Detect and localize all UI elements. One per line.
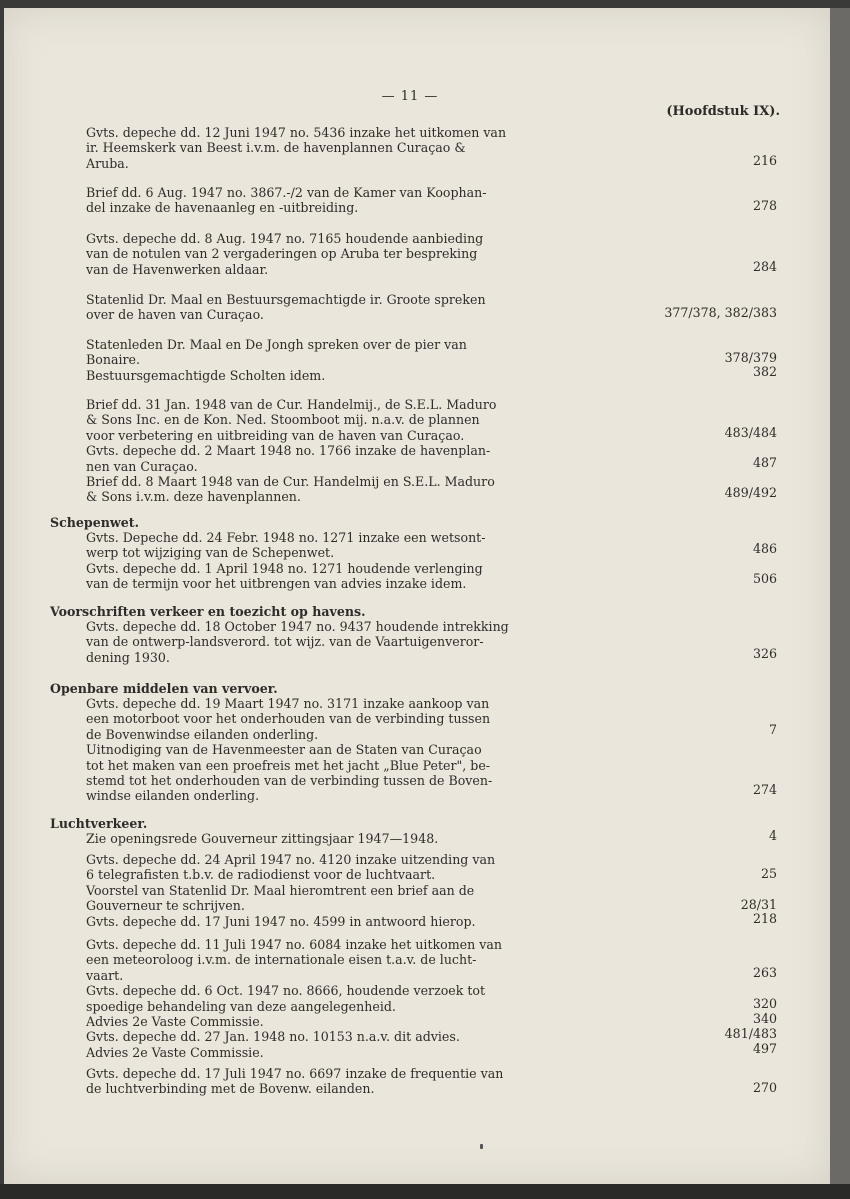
entry-motorboot: Gvts. depeche dd. 19 Maart 1947 no. 3171 inzake aankoop van een motorboot voor het onderhouden van de verbinding tussen de Bovenwindse eilanden onderling. Uitnodiging van de Havenmeester aan de Staten van Curaçao tot het maken van een proefreis met het jacht „Blue Peter", be- stemd tot het onderhouden van de verbinding tussen de Boven- windse eilanden onderling. (86, 696, 493, 804)
page-ref: 284 (752, 259, 777, 274)
entry-pier-bonaire: Statenleden Dr. Maal en De Jongh spreken over de pier van Bonaire. Bestuursgemachtigde Scholten idem. (86, 337, 467, 383)
entry-kamer-van-koophandel: Brief dd. 6 Aug. 1947 no. 3867.-/2 van de Kamer van Koophan- del inzake de havenaanleg en -uitbreiding. (86, 185, 487, 216)
section-schepenwet: Schepenwet. (50, 515, 139, 530)
entry-openingsrede: Zie openingsrede Gouverneur zittingsjaar 1947—1948. (86, 831, 439, 846)
page-ref: 497 (752, 1041, 777, 1056)
page-ref: 320 (752, 996, 777, 1011)
page-ref: 274 (752, 782, 777, 797)
page-ref: 481/483 (724, 1026, 777, 1041)
section-verkeer-havens: Voorschriften verkeer en toezicht op havens. (50, 604, 366, 619)
page-edge-right (830, 8, 850, 1184)
entry-haven-curacao: Statenlid Dr. Maal en Bestuursgemachtigde ir. Groote spreken over de haven van Curaçao. (86, 292, 486, 323)
entry-schepenwet: Gvts. Depeche dd. 24 Febr. 1948 no. 1271 inzake een wetsont- werp tot wijziging van de Schepenwet. Gvts. depeche dd. 1 April 1948 no. 1271 houdende verlenging van de termijn voor het uitbrengen van advies inzake idem. (86, 530, 486, 592)
page-edge-bottom (0, 1184, 850, 1199)
chapter-label: (Hoofdstuk IX). (666, 104, 780, 119)
page-ref: 489/492 (724, 485, 777, 500)
page-ref: 216 (752, 153, 777, 168)
page-ref: 487 (752, 455, 777, 470)
page-number: — 11 — (381, 89, 439, 104)
page-ref: 25 (760, 866, 777, 881)
entry-luchtverbinding: Gvts. depeche dd. 17 Juli 1947 no. 6697 inzake de frequentie van de luchtverbinding met de Bovenw. eilanden. (86, 1066, 504, 1097)
page-ref: 382 (752, 364, 777, 379)
section-luchtverkeer: Luchtverkeer. (50, 816, 148, 831)
page-ref: 7 (768, 722, 777, 737)
paper-mark (480, 1144, 483, 1149)
section-openbare-vervoer: Openbare middelen van vervoer. (50, 681, 278, 696)
entry-vaartuigenverordening: Gvts. depeche dd. 18 October 1947 no. 9437 houdende intrekking van de ontwerp-landsverord. tot wijz. van de Vaartuigenveror- dening 1930. (86, 619, 509, 665)
page-ref: 506 (752, 571, 777, 586)
page-ref: 377/378, 382/383 (664, 305, 777, 320)
page-ref: 326 (752, 646, 777, 661)
entry-havenplannen: Gvts. depeche dd. 12 Juni 1947 no. 5436 inzake het uitkomen van ir. Heemskerk van Beest i.v.m. de havenplannen Curaçao & Aruba. (86, 125, 507, 171)
page-ref: 263 (752, 965, 777, 980)
entry-telegrafisten: Gvts. depeche dd. 24 April 1947 no. 4120 inzake uitzending van 6 telegrafisten t.b.v. de radiodienst voor de luchtvaart. Voorstel van Statenlid Dr. Maal hieromtrent een brief aan de Gouverneur te schrijven. Gvts. depeche dd. 17 Juni 1947 no. 4599 in antwoord hierop. (86, 852, 496, 929)
page-ref: 28/31 (740, 897, 777, 912)
entry-havenwerken-aruba: Gvts. depeche dd. 8 Aug. 1947 no. 7165 houdende aanbieding van de notulen van 2 vergaderingen op Aruba ter bespreking van de Havenwerken aldaar. (86, 231, 484, 277)
entry-meteoroloog: Gvts. depeche dd. 11 Juli 1947 no. 6084 inzake het uitkomen van een meteoroloog i.v.m. de internationale eisen t.a.v. de lucht- vaart. Gvts. depeche dd. 6 Oct. 1947 no. 8666, houdende verzoek tot spoedige behandeling van deze aangelegenheid. Advies 2e Vaste Commissie. Gvts. depeche dd. 27 Jan. 1948 no. 10153 n.a.v. dit advies. Advies 2e Vaste Commissie. (86, 937, 502, 1060)
page-ref: 270 (752, 1080, 777, 1095)
page-ref: 483/484 (724, 425, 777, 440)
page-ref: 4 (768, 828, 777, 843)
page-ref: 378/379 (724, 350, 777, 365)
page-ref: 340 (752, 1011, 777, 1026)
page-ref: 486 (752, 541, 777, 556)
page-ref: 278 (752, 198, 777, 213)
page-ref: 218 (752, 911, 777, 926)
entry-haven-uitbreiding: Brief dd. 31 Jan. 1948 van de Cur. Handelmij., de S.E.L. Maduro & Sons Inc. en de Kon. Ned. Stoomboot mij. n.a.v. de plannen voor verbetering en uitbreiding van de haven van Curaçao. Gvts. depeche dd. 2 Maart 1948 no. 1766 inzake de havenplan- nen van Curaçao. Brief dd. 8 Maart 1948 van de Cur. Handelmij en S.E.L. Maduro & Sons i.v.m. deze havenplannen. (86, 397, 497, 505)
